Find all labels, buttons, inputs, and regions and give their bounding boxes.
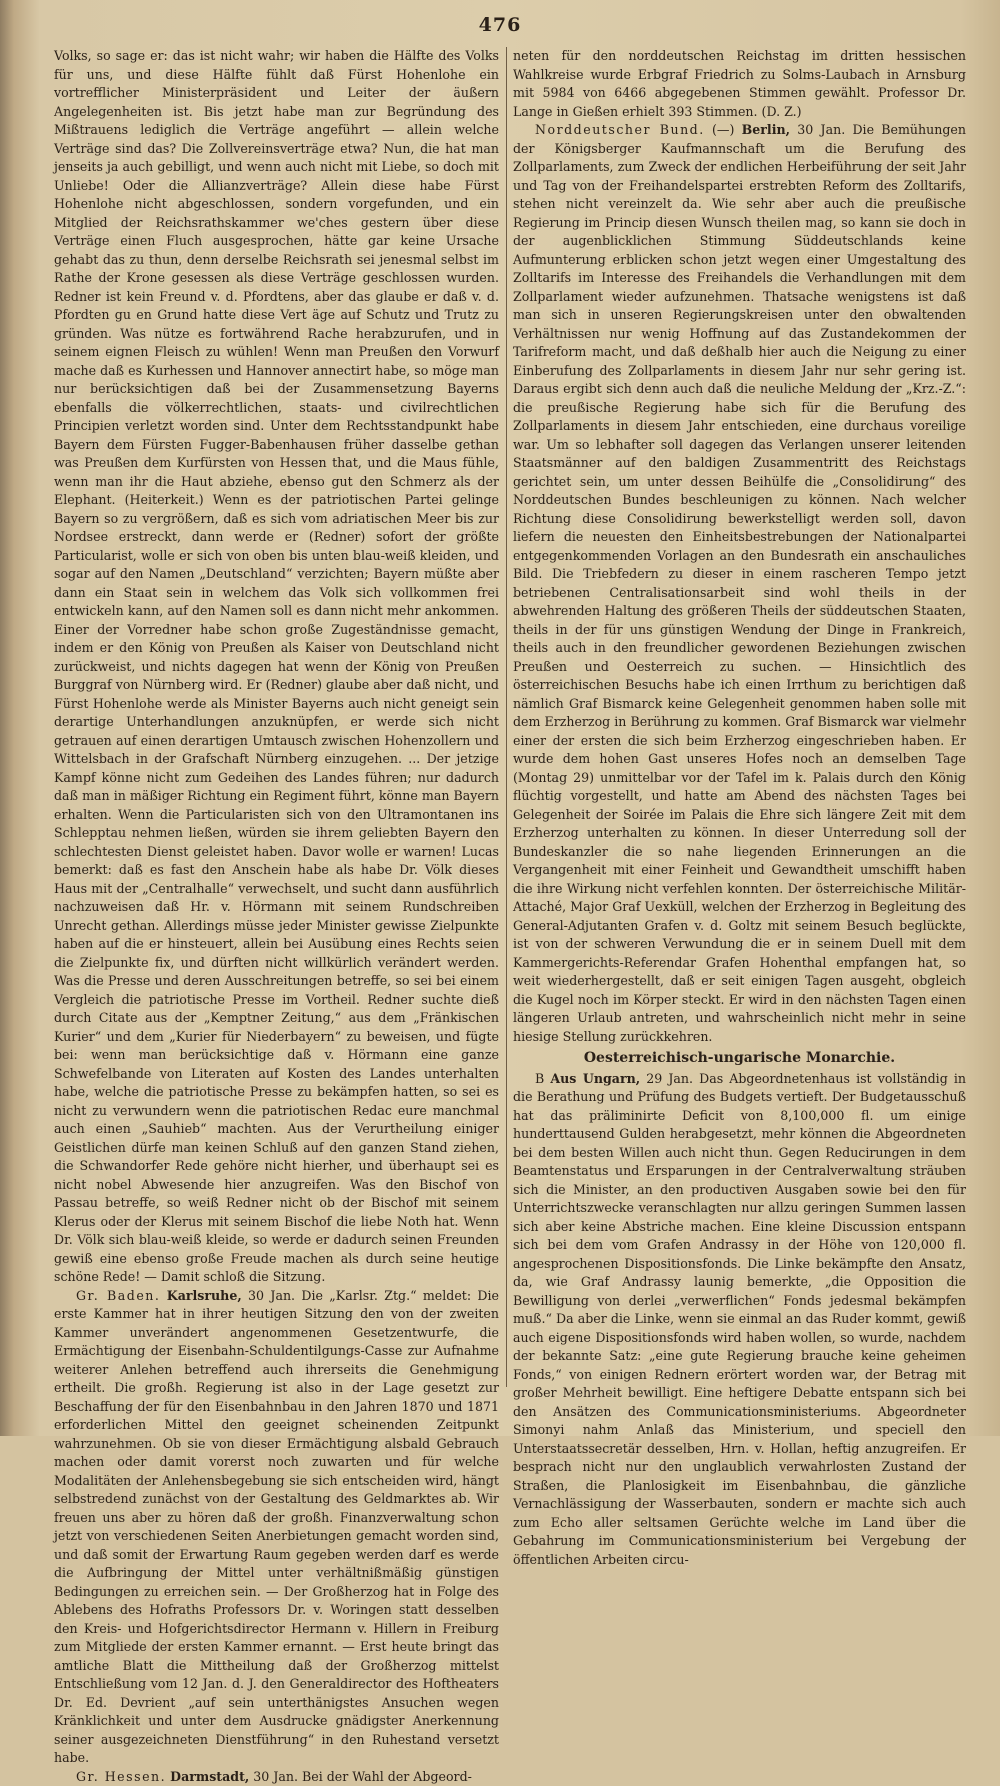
- article-baden-region: Gr. Baden.: [76, 1288, 160, 1303]
- section-heading-austria-hungary: Oesterreichisch-ungarische Monarchie.: [513, 1049, 966, 1068]
- page-number: 476: [0, 14, 1000, 36]
- column-divider: [506, 47, 507, 1387]
- article-hungary-marker: B: [535, 1071, 544, 1086]
- article-berlin: [513, 121, 966, 1046]
- article-continuation-bavaria: Volks, so sage er: das ist nicht wahr; wir haben die Hälfte des Volks für uns, und diese Hälfte fühlt daß Fürst Hohenlohe ein vortrefflicher Ministerpräsident und Leiter der äußern Angelegenheiten ist. Bis jetzt habe man zur Begründung des Mißtrauens lediglich die Verträge angeführt — allein welche Verträge sind das? Die Zollvereinsverträge etwa? Nun, die hat man jenseits ja auch gebilligt, und wenn auch nicht mit Liebe, so doch mit Unliebe! Oder die Allianzverträge? Allein diese habe Fürst Hohenlohe nicht abgeschlossen, sondern vorgefunden, und ein Mitglied der Reichsrathskammer we'ches gestern über diese Verträge einen Fluch ausgesprochen, hätte gar keine Ursache gehabt das zu thun, denn derselbe Reichsrath sei jenesmal selbst im Rathe der Krone gesessen als diese Verträge geschlossen wurden. Redner ist kein Freund v. d. Pfordtens, aber das glaube er daß v. d. Pfordten gu en Grund hatte diese Vert äge auf Schutz und Trutz zu gründen. Was nütze es fortwährend Rache herabzurufen, und in seinem eignen Fleisch zu wühlen! Wenn man Preußen den Vorwurf mache daß es Kurhessen und Hannover annectirt habe, so möge man nur berücksichtigen daß bei der Zusammensetzung Bayerns ebenfalls die völkerrechtlichen, staats- und civilrechtlichen Principien verletzt worden sind. Unter dem Rechtsstandpunkt habe Bayern dem Fürsten Fugger-Babenhausen früher dasselbe gethan was Preußen dem Kurfürsten von Hessen that, und die Maus fühle, wenn man ihr die Haut abziehe, ebenso gut den Schmerz als der Elephant. (Heiterkeit.) Wenn es der patriotischen Partei gelinge Bayern so zu vergrößern, daß es sich vom adriatischen Meer bis zur Nordsee erstreckt, dann werde er (Redner) sofort der größte Particularist, wolle er sich von oben bis unten blau-weiß kleiden, und sogar auf den Namen „Deutschland“ verzichten; Bayern müßte aber dann ein Staat sein in welchem das Volk sich vollkommen frei entwickeln kann, auf den Namen soll es dann nicht mehr ankommen. Einer der Vorredner habe schon große Zugeständnisse gemacht, indem er den König von Preußen als Kaiser von Deutschland nicht zurückweist, und nichts dagegen hat wenn der König von Preußen Burggraf von Nürnberg wird. Er (Redner) glaube aber daß nicht, und Fürst Hohenlohe werde als Minister Bayerns auch nicht geneigt sein derartige Unterhandlungen anzuknüpfen, er werde sich nicht getrauen auf einen derartigen Umtausch zwischen Hohenzollern und Wittelsbach in der Grafschaft Nürnberg einzugehen. ... Der jetzige Kampf könne nicht zum Gedeihen des Landes führen; nur dadurch daß man in mäßiger Richtung ein Regiment führt, könne man Bayern erhalten. Wenn die Particularisten sich von den Ultramontanen ins Schlepptau nehmen ließen, würden sie ihrem geliebten Bayern den schlechtesten Dienst geleistet haben. Davor wolle er warnen! Lucas bemerkt: daß es fast den Anschein habe als habe Dr. Völk dieses Haus mit der „Centralhalle“ verwechselt, und sucht dann ausführlich nachzuweisen daß Hr. v. Hörmann mit seinem Rundschreiben Unrecht gethan. Allerdings müsse jeder Minister gewisse Zielpunkte haben auf die er hinsteuert, allein bei Ausübung eines Rechts seien die Zielpunkte fix, und dürften nicht willkürlich verändert werden. Was die Presse und deren Ausschreitungen betreffe, so sei bei einem Vergleich die patriotische Presse im Vortheil. Redner suchte dieß durch Citate aus der „Kemptner Zeitung,“ aus dem „Fränkischen Kurier“ und dem „Kurier für Niederbayern“ zu beweisen, und fügte bei: wenn man berücksichtige daß v. Hörmann eine ganze Schwefelbande von Literaten auf Kosten des Landes unterhalten habe, welche die patriotische Presse zu bekämpfen hatten, so sei es nicht zu verwundern wenn die patriotischen Redac eure manchmal auch einen „Sauhieb“ machten. Aus der Verurtheilung einiger Geistlichen dürfe man keinen Schluß auf den ganzen Stand ziehen, die Schwandorfer Rede gehöre nicht hierher, und überhaupt sei es nicht nobel Abwesende hier anzugreifen. Was den Bischof von Passau betreffe, so weiß Redner nicht ob der Bischof mit seinem Klerus oder der Klerus mit seinem Bischof die liebe Noth hat. Wenn Dr. Völk sich blau-weiß kleide, so werde er dadurch seinen Freunden gewiß eine ebenso große Freude machen als durch seine heutige schöne Rede! — Damit schloß die Sitzung.: [54, 47, 499, 1287]
- article-berlin-region: Norddeutscher Bund.: [535, 122, 705, 137]
- article-hessen-body: 30 Jan. Bei der Wahl der Abgeord-: [249, 1769, 472, 1784]
- article-hessen: [54, 1768, 499, 1786]
- left-column: [54, 47, 499, 1377]
- bottom-margin: [0, 1385, 1000, 1436]
- article-hessen-place: Darmstadt,: [170, 1769, 249, 1784]
- article-berlin-body: 30 Jan. Die Bemühungen der Königsberger Kaufmannschaft um die Berufung des Zollparlaments, zum Zweck der endlichen Herbeiführung der seit Jahr und Tag von der Freihandelspartei erstrebten Reform des Zolltarifs, stehen nicht vereinzelt da. Wie sehr aber auch die preußische Regierung im Princip diesen Wunsch theilen mag, so kann sie doch in der augenblicklichen Stimmung Süddeutschlands keine Aufmunterung erblicken schon jetzt wegen einer Umgestaltung des Zolltarifs im Interesse des Freihandels die Verhandlungen mit dem Zollparlament wieder aufzunehmen. Thatsache wenigstens ist daß man sich in unseren Regierungskreisen unter den obwaltenden Verhältnissen nur wenig Hoffnung auf das Zustandekommen der Tarifreform macht, und daß deßhalb hier auch die Neigung zu einer Einberufung des Zollparlaments in diesem Jahr nur sehr gering ist. Daraus ergibt sich denn auch daß die neuliche Meldung der „Krz.-Z.“: die preußische Regierung habe sich für die Berufung des Zollparlaments in diesem Jahr entschieden, eine durchaus voreilige war. Um so lebhafter soll dagegen das Verlangen unserer leitenden Staatsmänner auf den baldigen Zusammentritt des Reichstags gerichtet sein, um unter dessen Beihülfe die „Consolidirung“ des Norddeutschen Bundes beschleunigen zu können. Nach welcher Richtung diese Consolidirung bewerkstelligt werden soll, davon liefern die neuesten den Einheitsbestrebungen der Nationalpartei entgegenkommenden Vorlagen an den Bundesrath ein anschauliches Bild. Die Triebfedern zu dieser in einem rascheren Tempo jetzt betriebenen Centralisationsarbeit sind wohl theils in der abwehrenden Haltung des größeren Theils der süddeutschen Staaten, theils in der für uns günstigen Wendung der Dinge in Frankreich, theils auch in den freundlicher gewordenen Beziehungen zwischen Preußen und Oesterreich zu suchen. — Hinsichtlich des österreichischen Besuchs habe ich einen Irrthum zu berichtigen daß nämlich Graf Bismarck keine Gelegenheit genommen haben solle mit dem Erzherzog in Berührung zu kommen. Graf Bismarck war vielmehr einer der ersten die sich beim Erzherzog eingeschrieben haben. Er wurde dem hohen Gast unseres Hofes noch an demselben Tage (Montag 29) unmittelbar vor der Tafel im k. Palais durch den König flüchtig vorgestellt, und hatte am Abend des nächsten Tages bei Gelegenheit der Soirée im Palais die Ehre sich längere Zeit mit dem Erzherzog unterhalten zu können. In dieser Unterredung soll der Bundeskanzler die so nahe liegenden Erinnerungen an die Vergangenheit mit einer Feinheit und Gewandtheit umschifft haben die ihre Wirkung nicht verfehlen konnten. Der österreichische Militär-Attaché, Major Graf Uexküll, welchen der Erzherzog in Begleitung des General-Adjutanten Grafen v. d. Goltz mit seinem Besuch beglückte, ist von der schweren Verwundung die er in seinem Duell mit dem Kammergerichts-Referendar Grafen Hohenthal empfangen hat, so weit wiederhergestellt, daß er seit einigen Tagen ausgeht, obgleich die Kugel noch im Körper steckt. Er wird in den nächsten Tagen einen längeren Urlaub antreten, und wahrscheinlich nicht mehr in seine hiesige Stellung zurückkehren.: [513, 122, 966, 1044]
- article-berlin-place: Berlin,: [742, 122, 790, 137]
- article-baden-body: 30 Jan. Die „Karlsr. Ztg.“ meldet: Die erste Kammer hat in ihrer heutigen Sitzung den von der zweiten Kammer unverändert angenommenen Gesetzentwurfe, die Ermächtigung der Eisenbahn-Schuldentilgungs-Casse zur Aufnahme weiterer Anlehen betreffend auch ihrerseits die Genehmigung ertheilt. Die großh. Regierung ist also in der Lage gesetzt zur Beschaffung der für den Eisenbahnbau in den Jahren 1870 und 1871 erforderlichen Mittel den geeignet scheinenden Zeitpunkt wahrzunehmen. Ob sie von dieser Ermächtigung alsbald Gebrauch machen oder damit vorerst noch zuwarten und für welche Modalitäten der Anlehensbegebung sie sich entscheiden wird, hängt selbstredend zunächst von der Gestaltung des Geldmarktes ab. Wir freuen uns aber zu hören daß der großh. Finanzverwaltung schon jetzt von verschiedenen Seiten Anerbietungen gemacht worden sind, und daß somit der Erwartung Raum gegeben werden darf es werde die Aufbringung der Mittel unter verhältnißmäßig günstigen Bedingungen zu erreichen sein. — Der Großherzog hat in Folge des Ablebens des Hofraths Professors Dr. v. Woringen statt desselben den Kreis- und Hofgerichtsdirector Hermann v. Hillern in Freiburg zum Mitgliede der ersten Kammer ernannt. — Erst heute bringt das amtliche Blatt die Mittheilung daß der Großherzog mittelst Entschließung vom 12 Jan. d. J. den Generaldirector des Hoftheaters Dr. Ed. Devrient „auf sein unterthänigstes Ansuchen wegen Kränklichkeit und unter dem Ausdrucke gnädigster Anerkennung seiner ausgezeichneten Dienstführung“ in den Ruhestand versetzt habe.: [54, 1288, 499, 1766]
- article-hungary-place: Aus Ungarn,: [550, 1071, 640, 1086]
- article-baden-place: Karlsruhe,: [167, 1288, 242, 1303]
- article-hungary-body: 29 Jan. Das Abgeordnetenhaus ist vollständig in die Berathung und Prüfung des Budgets vertieft. Der Budgetausschuß hat das präliminirte Deficit von 8,100,000 fl. um einige hunderttausend Gulden herabgesetzt, mehr können die Abgeordneten bei dem besten Willen auch nicht thun. Gegen Reducirungen in dem Beamtenstatus und Ersparungen in der Centralverwaltung sträuben sich die Minister, an den productiven Ausgaben sowie bei den für Unterrichtszwecke veranschlagten nur allzu geringen Summen lassen sich aber keine Abstriche machen. Eine kleine Discussion entspann sich bei dem vom Grafen Andrassy in der Höhe von 120,000 fl. angesprochenen Dispositionsfonds. Die Linke bekämpfte den Ansatz, da, wie Graf Andrassy launig bemerkte, „die Opposition die Bewilligung von derlei „verwerflichen“ Fonds jedesmal bekämpfen muß.“ Da aber die Linke, wenn sie einmal an das Ruder kommt, gewiß auch eigene Dispositionsfonds wird haben wollen, so wurde, nachdem der bekannte Satz: „eine gute Regierung brauche keine geheimen Fonds,“ von einigen Rednern erörtert worden war, der Betrag mit großer Mehrheit bewilligt. Eine heftigere Debatte entspann sich bei den Ansätzen des Communicationsministeriums. Abgeordneter Simonyi nahm Anlaß das Ministerium, und speciell den Unterstaatssecretär desselben, Hrn. v. Hollan, heftig anzugreifen. Er besprach nicht nur den unglaublich verwahrlosten Zustand der Straßen, die Planlosigkeit im Eisenbahnbau, die gänzliche Vernachlässigung der Wasserbauten, sondern er machte sich auch zum Echo aller seltsamen Gerüchte welche im Land über die Gebahrung im Communicationsministerium bei Vergebung der öffentlichen Arbeiten circu-: [513, 1071, 966, 1567]
- right-column: [513, 47, 966, 1397]
- article-hessen-region: Gr. Hessen.: [76, 1769, 166, 1784]
- article-baden: [54, 1287, 499, 1768]
- article-hessen-continuation: neten für den norddeutschen Reichstag im dritten hessischen Wahlkreise wurde Erbgraf Friedrich zu Solms-Laubach in Arnsburg mit 5984 von 6466 abgegebenen Stimmen gewählt. Professor Dr. Lange in Gießen erhielt 393 Stimmen. (D. Z.): [513, 47, 966, 121]
- article-berlin-marker: (—): [712, 122, 734, 137]
- article-hungary: [513, 1070, 966, 1570]
